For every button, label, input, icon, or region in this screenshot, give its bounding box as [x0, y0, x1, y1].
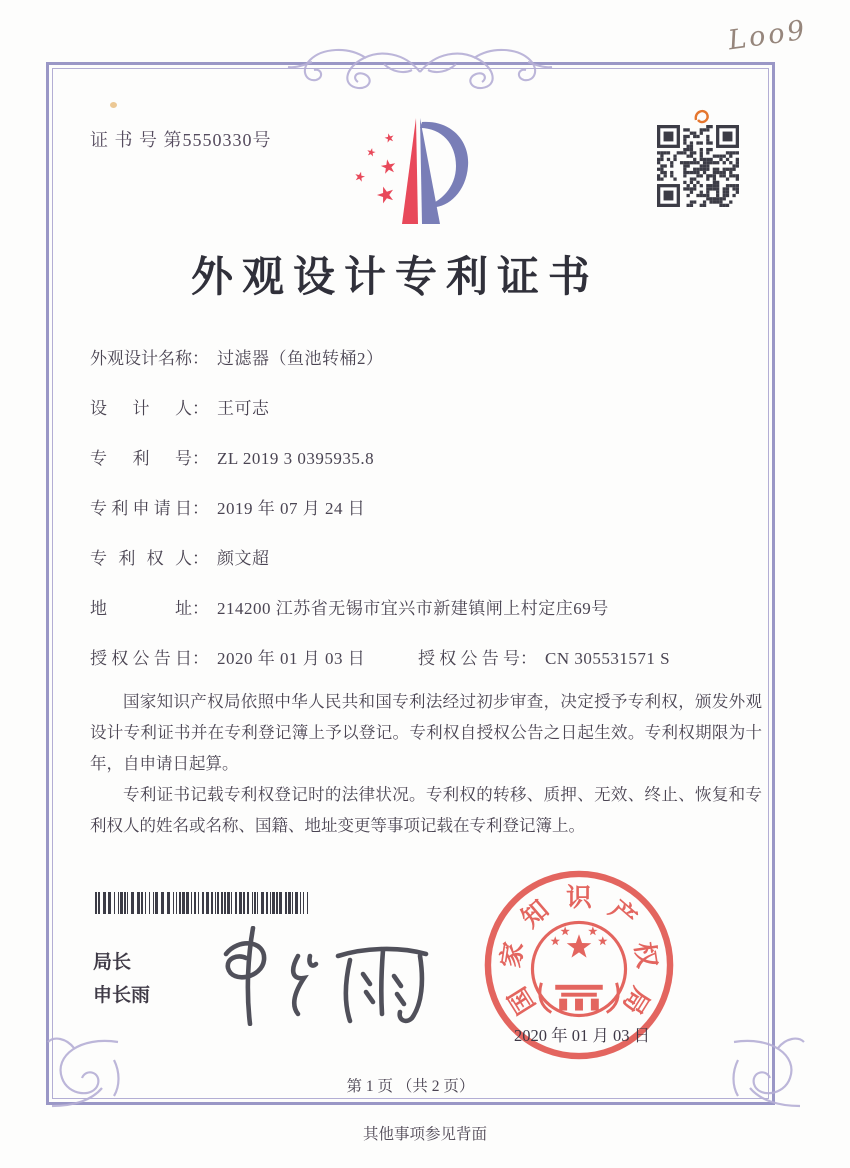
- field-label: 地址: [90, 599, 192, 618]
- signatory-name: 申长雨: [93, 985, 151, 1006]
- field-value: 2019 年 07 月 24 日: [217, 499, 366, 518]
- field-colon: ：: [192, 599, 209, 618]
- grant-number-pair: [418, 644, 670, 669]
- svg-text:知: 知: [515, 894, 555, 934]
- field-colon: ：: [192, 349, 209, 368]
- legal-paragraph: 国家知识产权局依照中华人民共和国专利法经过初步审查，决定授予专利权，颁发外观设计专利证书并在专利登记簿上予以登记。专利权自授权公告之日起生效。专利权期限为十年，自申请日起算。: [90, 692, 762, 773]
- logo-p-mark-icon: [396, 118, 474, 230]
- field-label: 专利号: [90, 449, 192, 468]
- logo-star-icon: ★: [352, 167, 368, 186]
- back-side-note: 其他事项参见背面: [362, 1126, 487, 1143]
- svg-text:局: 局: [617, 982, 656, 1020]
- field-row-patent-number: [90, 444, 780, 494]
- logo-star-icon: ★: [372, 179, 399, 210]
- barcode: [95, 892, 310, 914]
- field-label: 设计人: [90, 399, 192, 418]
- field-colon: ：: [192, 499, 209, 518]
- signatory-block: [93, 946, 150, 1012]
- field-row-designer: [90, 394, 780, 444]
- field-colon: ：: [192, 399, 209, 418]
- svg-text:权: 权: [629, 939, 662, 970]
- field-row-design-name: [90, 344, 780, 394]
- legal-paragraph: 专利证书记载专利权登记时的法律状况。专利权的转移、质押、无效、终止、恢复和专利权人的姓名或名称、国籍、地址变更等事项记载在专利登记簿上。: [90, 785, 762, 835]
- field-value: 2020 年 01 月 03 日: [217, 649, 366, 668]
- certificate-number: 证 书 号 第5550330号: [90, 130, 272, 150]
- logo-star-icon: ★: [378, 155, 399, 180]
- field-value: CN 305531571 S: [545, 649, 671, 668]
- certificate-title: 外观设计专利证书: [190, 255, 599, 301]
- field-label: 授权公告号: [418, 649, 520, 668]
- signatory-title: 局长: [93, 952, 132, 973]
- national-emblem-icon: [532, 922, 625, 1015]
- field-label: 专利申请日: [90, 499, 192, 518]
- svg-text:识: 识: [566, 883, 592, 913]
- field-colon: ：: [192, 549, 209, 568]
- commissioner-signature: [198, 926, 443, 1026]
- field-label: 授权公告日: [90, 649, 192, 668]
- field-value: 214200 江苏省无锡市宜兴市新建镇闸上村定庄69号: [217, 599, 609, 618]
- handwritten-annotation: Loo9: [726, 14, 810, 57]
- seal-date: 2020 年 01 月 03 日: [513, 1026, 651, 1045]
- field-value: 颜文超: [217, 549, 270, 568]
- scan-speck: [110, 102, 117, 108]
- field-row-patentee: [90, 544, 780, 594]
- svg-text:国: 国: [502, 982, 541, 1020]
- field-label: 专利权人: [90, 549, 192, 568]
- logo-star-icon: ★: [364, 146, 378, 160]
- qr-code: [657, 125, 739, 207]
- cnipa-logo: [338, 108, 508, 238]
- field-value: 王可志: [217, 399, 270, 418]
- field-list: [90, 344, 780, 694]
- field-row-filing-date: [90, 494, 780, 544]
- svg-text:家: 家: [496, 939, 529, 970]
- field-colon: ：: [192, 649, 209, 668]
- field-colon: ：: [192, 449, 209, 468]
- logo-star-icon: ★: [382, 129, 397, 147]
- field-value: 过滤器（鱼池转桶2）: [217, 349, 384, 368]
- legal-text: [90, 686, 762, 841]
- page-number: 第 1 页 （共 2 页）: [346, 1078, 475, 1095]
- field-row-address: [90, 594, 780, 644]
- field-label: 外观设计名称: [90, 349, 192, 368]
- svg-text:产: 产: [603, 894, 643, 934]
- field-value: ZL 2019 3 0395935.8: [217, 449, 375, 468]
- field-colon: ：: [520, 649, 537, 668]
